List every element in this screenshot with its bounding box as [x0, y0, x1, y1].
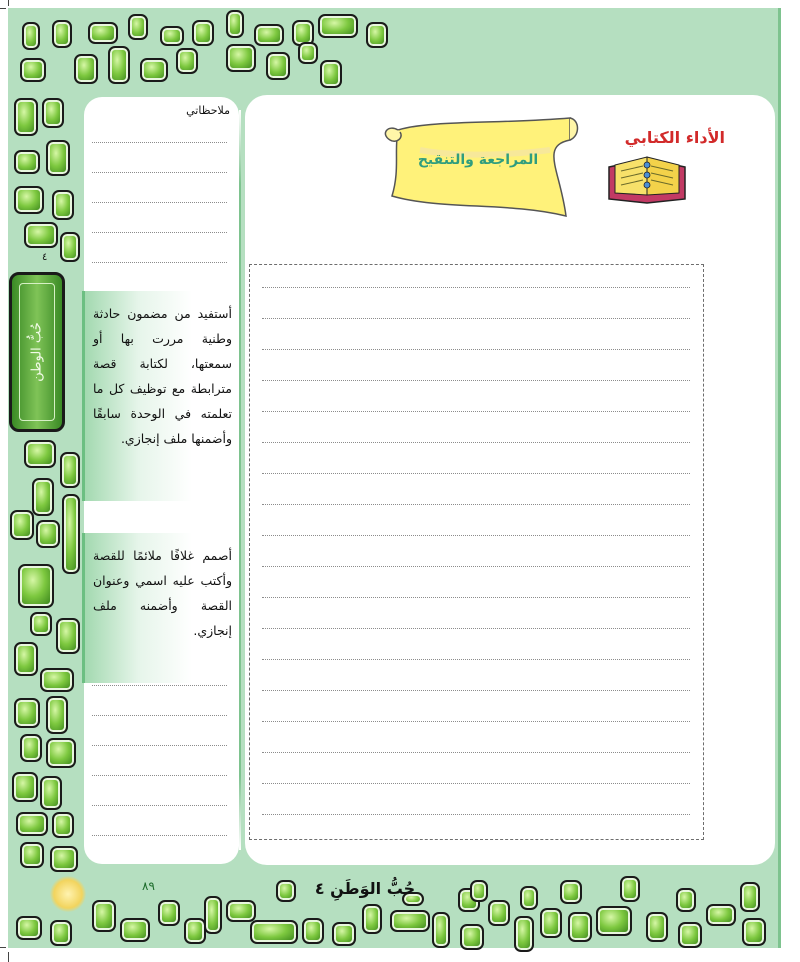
decorative-tile	[390, 910, 430, 932]
decorative-tile	[128, 14, 148, 40]
writing-line	[262, 411, 690, 412]
notes-line	[92, 232, 227, 233]
page-edge-strip	[778, 0, 800, 962]
decorative-tile	[184, 918, 206, 944]
unit-tab	[9, 272, 65, 432]
decorative-tile	[318, 14, 358, 38]
decorative-tile	[176, 48, 198, 74]
decorative-tile	[36, 520, 60, 548]
writing-line	[262, 752, 690, 753]
decorative-tile	[30, 612, 52, 636]
decorative-tile	[254, 24, 284, 46]
decorative-tile	[706, 904, 736, 926]
decorative-tile	[20, 842, 44, 868]
decorative-tile	[52, 20, 72, 48]
decorative-tile	[620, 876, 640, 902]
notes-line	[92, 142, 227, 143]
decorative-tile	[74, 54, 98, 84]
writing-line	[262, 783, 690, 784]
decorative-tile	[32, 478, 54, 516]
decorative-tile	[20, 58, 46, 82]
instruction-text-cover: أصمم غلافًا ملائمًا للقصة وأكتب عليه اسمي وعنوان القصة وأضمنه ملف إنجازي.	[93, 548, 232, 638]
decorative-tile	[366, 22, 388, 48]
decorative-tile	[40, 776, 62, 810]
writing-line	[262, 442, 690, 443]
decorative-tile	[88, 22, 118, 44]
decorative-tile	[204, 896, 222, 934]
decorative-tile	[226, 900, 256, 922]
writing-line	[262, 349, 690, 350]
instruction-text-story: أستفيد من مضمون حادثة وطنية مررت بها أو سمعتها، لكتابة قصة مترابطة مع توظيف كل ما تعلمته في الوحدة سابقًا وأضمنها ملف إنجازي.	[93, 306, 232, 446]
writing-line	[262, 535, 690, 536]
decorative-tile	[50, 920, 72, 946]
notes-line	[92, 805, 227, 806]
decorative-tile	[62, 494, 80, 574]
decorative-tile	[160, 26, 184, 46]
decorative-tile	[42, 98, 64, 128]
corner-sun-icon	[50, 876, 86, 912]
decorative-tile	[56, 618, 80, 654]
crop-mark	[8, 0, 9, 6]
writing-line	[262, 380, 690, 381]
decorative-tile	[16, 812, 48, 836]
decorative-tile	[596, 906, 632, 936]
notes-line	[92, 262, 227, 263]
writing-line	[262, 287, 690, 288]
decorative-tile	[560, 880, 582, 904]
decorative-tile	[460, 924, 484, 950]
decorative-tile	[60, 232, 80, 262]
decorative-tile	[488, 900, 510, 926]
decorative-tile	[14, 98, 38, 136]
notes-title: ملاحظاتي	[186, 104, 230, 117]
decorative-tile	[22, 22, 40, 50]
decorative-tile	[302, 918, 324, 944]
unit-tab-label: حُبُّ الوطن	[29, 322, 45, 382]
decorative-tile	[470, 880, 488, 902]
writing-line	[262, 659, 690, 660]
decorative-tile	[46, 696, 68, 734]
writing-area-frame	[249, 264, 704, 840]
decorative-tile	[46, 738, 76, 768]
decorative-tile	[742, 918, 766, 946]
decorative-tile	[678, 922, 702, 948]
decorative-tile	[520, 886, 538, 910]
decorative-tile	[16, 916, 42, 940]
decorative-tile	[320, 60, 342, 88]
writing-line	[262, 597, 690, 598]
decorative-tile	[52, 812, 74, 838]
decorative-tile	[432, 912, 450, 948]
decorative-tile	[158, 900, 180, 926]
page-number: ٨٩	[142, 879, 155, 893]
instruction-box-story	[82, 291, 238, 501]
notes-line	[92, 172, 227, 173]
decorative-tile	[20, 734, 42, 762]
decorative-tile	[120, 918, 150, 942]
decorative-tile	[14, 698, 40, 728]
writing-line	[262, 721, 690, 722]
decorative-tile	[60, 452, 80, 488]
decorative-tile	[140, 58, 168, 82]
decorative-tile	[676, 888, 696, 912]
decorative-tile	[646, 912, 668, 942]
writing-line	[262, 566, 690, 567]
decorative-tile	[362, 904, 382, 934]
decorative-tile	[276, 880, 296, 902]
writing-line	[262, 814, 690, 815]
writing-line	[262, 318, 690, 319]
writing-line	[262, 628, 690, 629]
decorative-tile	[24, 222, 58, 248]
writing-line	[262, 473, 690, 474]
decorative-tile	[14, 150, 40, 174]
decorative-tile	[250, 920, 298, 944]
footer-unit-title: حُبُّ الوَطَنِ ٤	[314, 879, 416, 898]
decorative-tile	[46, 140, 70, 176]
open-book-icon	[607, 153, 687, 205]
decorative-tile	[14, 186, 44, 214]
section-title: الأداء الكتابي	[624, 128, 725, 147]
decorative-tile	[226, 44, 256, 72]
notes-line	[92, 202, 227, 203]
decorative-tile	[740, 882, 760, 912]
decorative-tile	[192, 20, 214, 46]
notes-line	[92, 775, 227, 776]
unit-tab-number: ٤	[42, 252, 48, 263]
decorative-tile	[108, 46, 130, 84]
decorative-tile	[226, 10, 244, 38]
decorative-tile	[298, 42, 318, 64]
decorative-tile	[50, 846, 78, 872]
notes-line	[92, 715, 227, 716]
notes-line	[92, 685, 227, 686]
decorative-tile	[14, 642, 38, 676]
decorative-tile	[568, 912, 592, 942]
decorative-tile	[12, 772, 38, 802]
crop-mark	[0, 947, 6, 948]
crop-mark	[0, 8, 6, 9]
decorative-tile	[40, 668, 74, 692]
decorative-tile	[24, 440, 56, 468]
instruction-box-cover	[82, 533, 238, 683]
decorative-tile	[10, 510, 34, 540]
notes-line	[92, 745, 227, 746]
decorative-tile	[514, 916, 534, 952]
notes-divider	[239, 110, 241, 850]
decorative-tile	[18, 564, 54, 608]
notes-line	[92, 835, 227, 836]
decorative-tile	[540, 908, 562, 938]
crop-mark	[8, 952, 9, 962]
scroll-banner-label: المراجعة والتنقيح	[417, 152, 539, 168]
decorative-tile	[266, 52, 290, 80]
writing-line	[262, 504, 690, 505]
decorative-tile	[92, 900, 116, 932]
decorative-tile	[332, 922, 356, 946]
writing-line	[262, 690, 690, 691]
decorative-tile	[52, 190, 74, 220]
